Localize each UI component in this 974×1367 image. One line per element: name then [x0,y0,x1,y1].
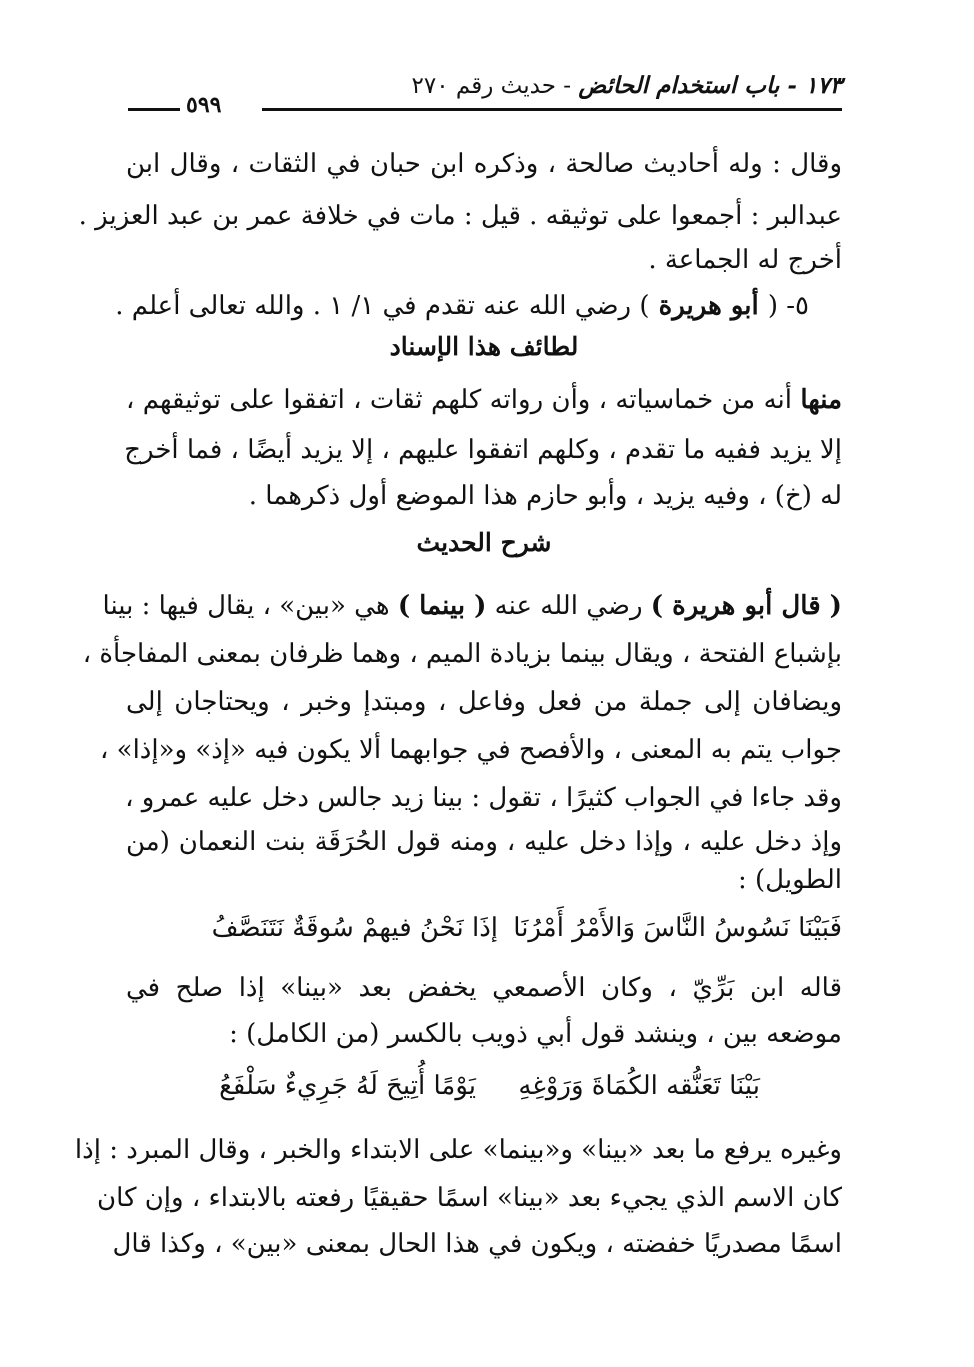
bold-lead: منها [800,385,842,415]
text-line: جواب يتم به المعنى ، والأفصح في جوابهما ألا يكون فيه «إذ» و«إذا» ، [100,735,842,765]
text-line: وقال : وله أحاديث صالحة ، وذكره ابن حبان في الثقات ، وقال ابن [126,149,842,179]
bold-quote: ( بينما ) [397,591,487,621]
text-line: كان الاسم الذي يجيء بعد «بينا» اسمًا حقيقيًا رفعته بالابتداء ، وإن كان [97,1183,842,1213]
line-text: أنه من خماسياته ، وأن رواته كلهم ثقات ، اتفقوا على توثيقهم ، [126,385,801,415]
text-line: عبدالبر : أجمعوا على توثيقه . قيل : مات في خلافة عمر بن عبد العزيز . [78,201,842,231]
chapter-title: ١٧٣ - باب استخدام الحائض [578,72,842,99]
text-line: الطويل) : [738,865,842,895]
text-line [102,584,842,628]
text-line: وقد جاءا في الجواب كثيرًا ، تقول : بينا زيد جالس دخل عليه عمرو ، [125,783,842,813]
entry-text: ) رضي الله عنه تقدم في ١/ ١ . والله تعالى أعلم . [115,291,650,321]
text-line: موضعه بين ، وينشد قول أبي ذويب بالكسر (من الكامل) : [229,1019,842,1049]
text-line: إلا يزيد ففيه ما تقدم ، وكلهم اتفقوا عليهم ، إلا يزيد أيضًا ، فما أخرج [124,435,842,465]
text-line [126,378,842,422]
verse-hemistich: يَوْمًا أُتِيحَ لَهُ جَرِيءٌ سَلْفَعُ [219,1071,476,1101]
section-heading: لطائف هذا الإسناد [389,332,579,361]
hadith-number: - حديث رقم ٢٧٠ [411,73,571,99]
text-line: اسمًا مصدريًا خفضته ، ويكون في هذا الحال بمعنى «بين» ، وكذا قال [112,1229,842,1259]
text-line: قاله ابن بَرِّيّ ، وكان الأصمعي يخفض بعد «بينا» إذا صلح في [126,973,842,1003]
bold-quote: ( قال أبو هريرة ) [650,591,842,621]
line-text: هي «بين» ، يقال فيها : بينا [102,591,398,621]
verse-hemistich: فَبَيْنَا نَسُوسُ النَّاسَ وَالأَمْرُ أَمْرُنَا [513,913,842,943]
narrator-entry [115,284,809,328]
text-line: وإذ دخل عليه ، وإذا دخل عليه ، ومنه قول الحُرَقَة بنت النعمان (من [126,827,842,857]
header-rule-right [262,108,842,111]
line-text: رضي الله عنه [486,591,651,621]
narrator-name: أبو هريرة [649,291,768,321]
entry-number: ٥- ( [767,291,809,321]
text-line: له (خ) ، وفيه يزيد ، وأبو حازم هذا الموضع أول ذكرهما . [248,481,842,511]
text-line: ويضافان إلى جملة من فعل وفاعل ، ومبتدإ وخبر ، ويحتاجان إلى [126,687,842,717]
text-line: أخرج له الجماعة . [648,245,842,275]
verse-hemistich: بَيْنَا تَعَنُّقه الكُمَاةَ وَرَوْغِهِ [518,1071,760,1101]
section-heading: شرح الحديث [416,528,552,557]
header-title [412,72,842,99]
page-number: ٥٩٩ [180,92,227,118]
running-header [128,72,842,120]
text-line: بإشباع الفتحة ، ويقال بينما بزيادة الميم ، وهما ظرفان بمعنى المفاجأة ، [82,639,842,669]
text-line: وغيره يرفع ما بعد «بينا» و«بينما» على الابتداء والخبر ، وقال المبرد : إذا [74,1135,842,1165]
verse-hemistich: إذَا نَحْنُ فيهمْ سُوقَةٌ نَتَنَصَّفُ [211,913,498,943]
header-rule-left [128,108,182,111]
